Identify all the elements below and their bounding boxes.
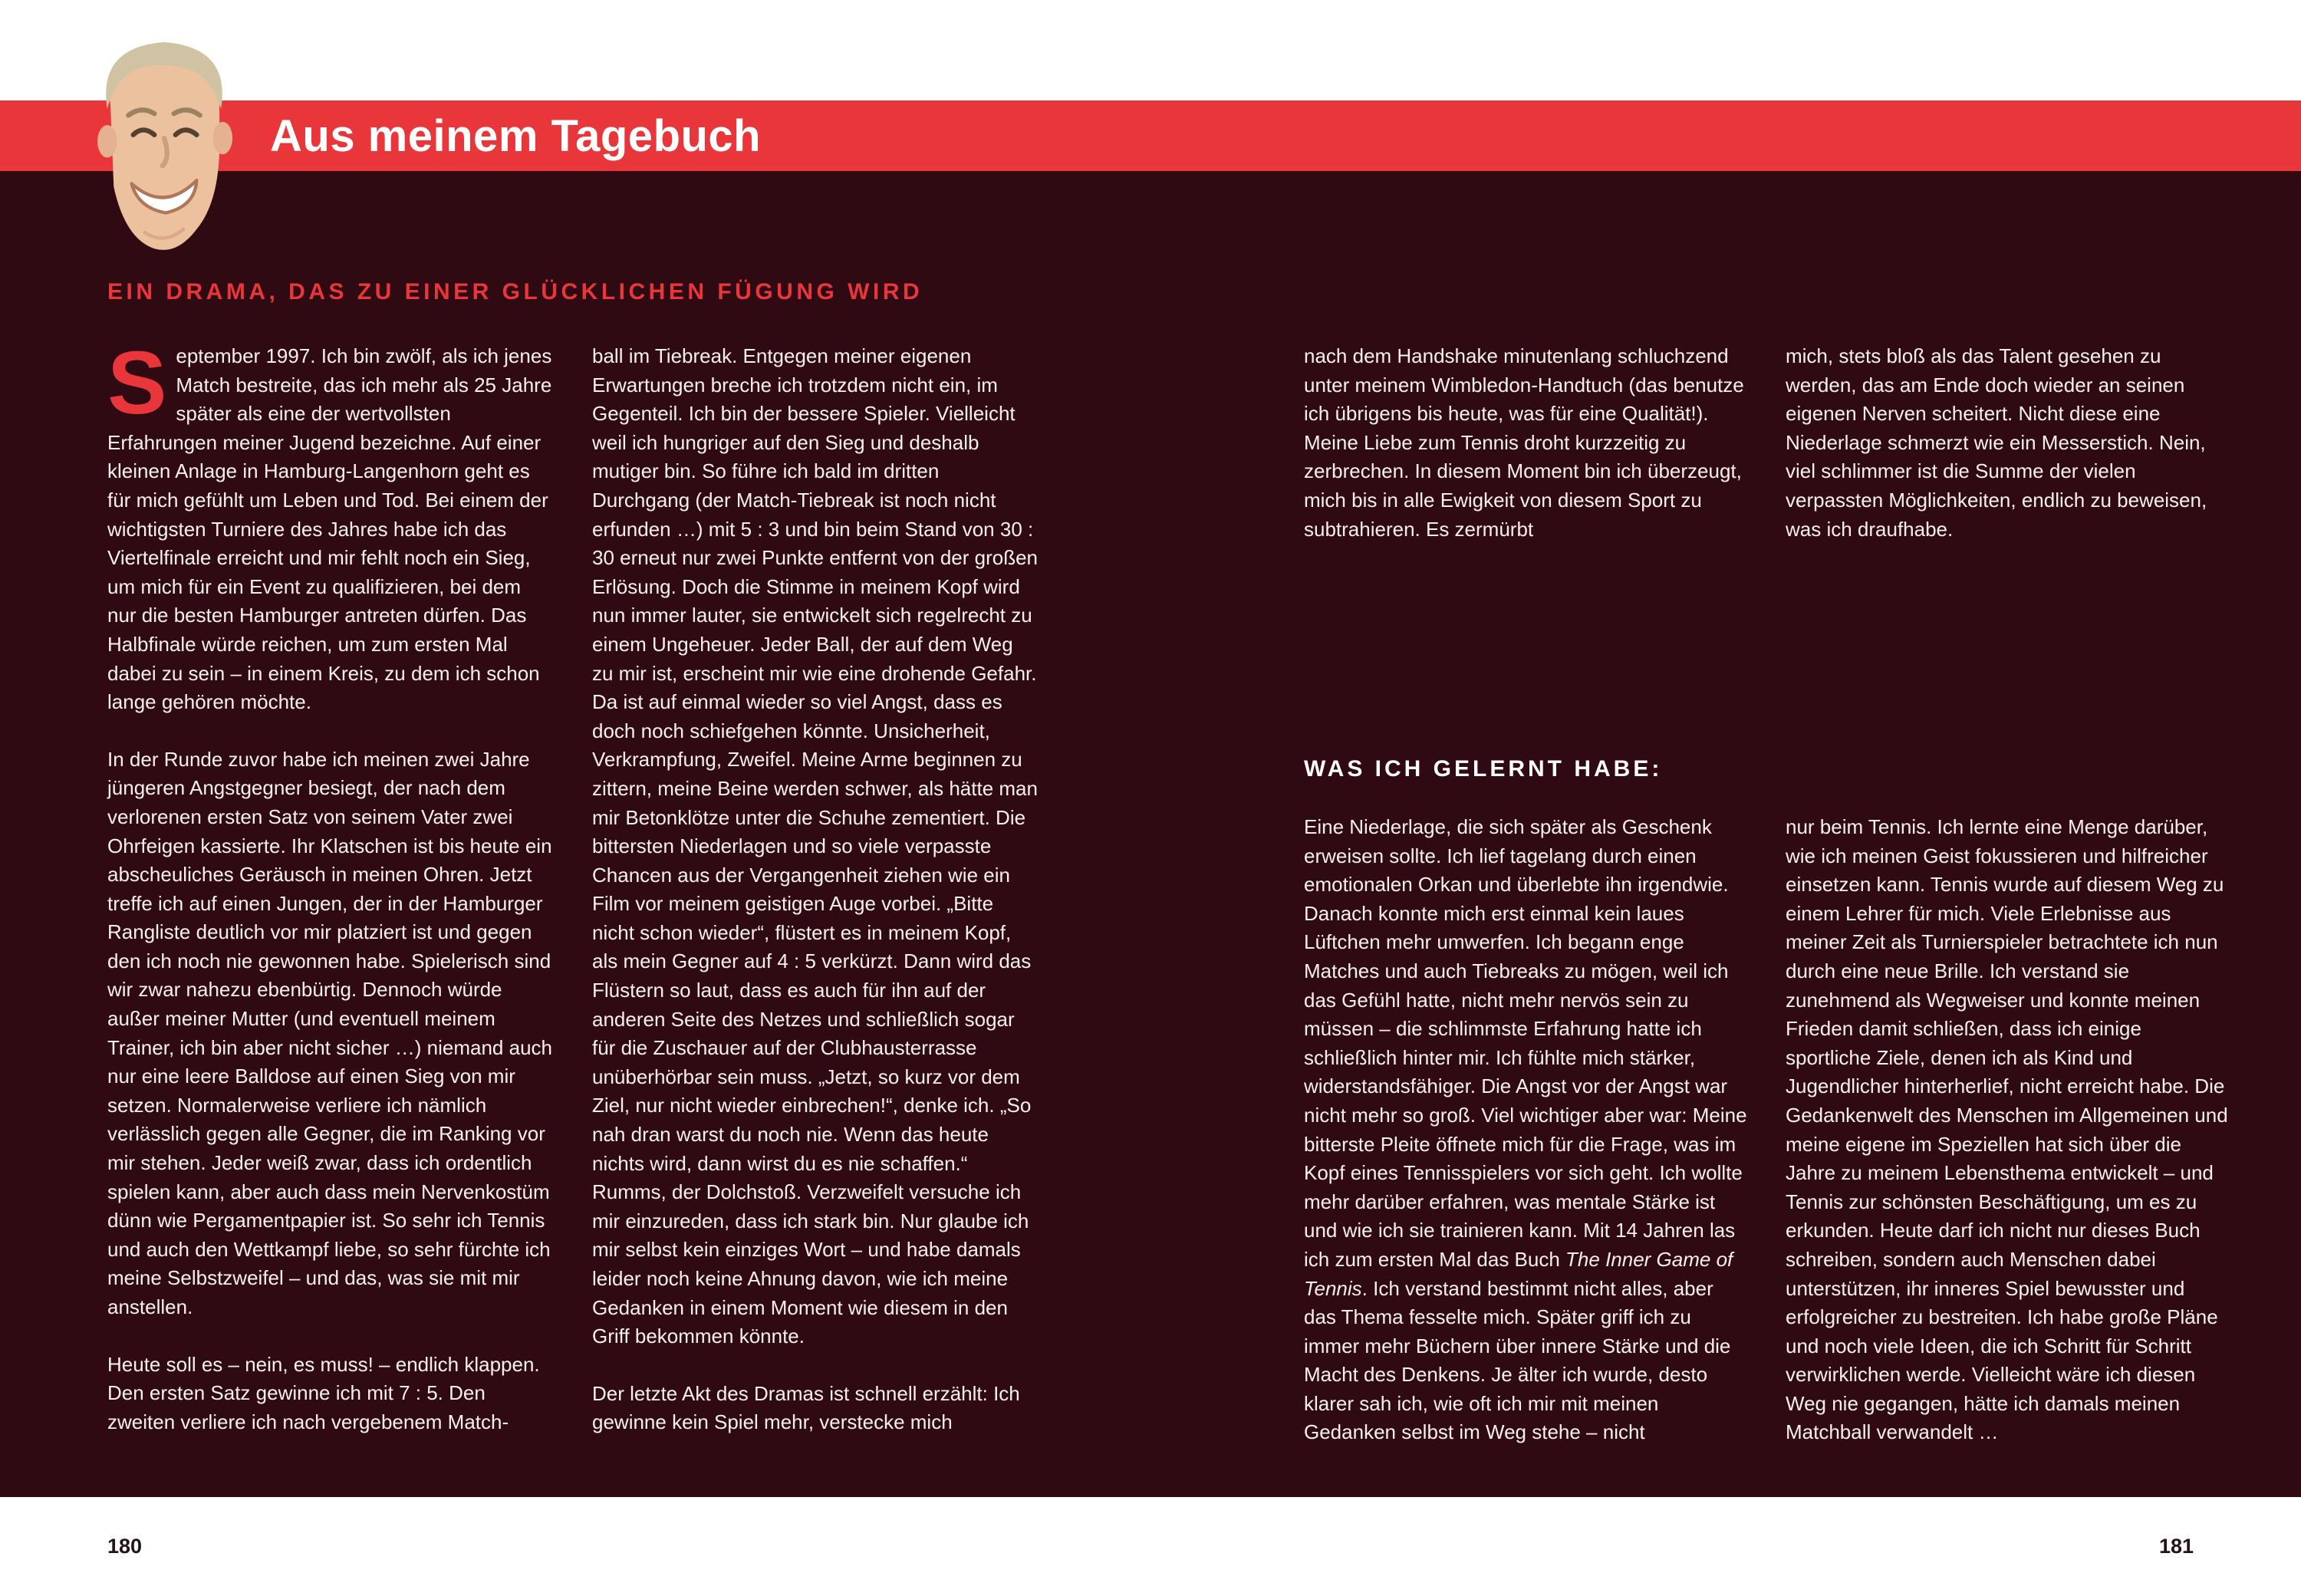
title-banner — [0, 100, 2301, 171]
paragraph: nach dem Handshake minutenlang schluchzend unter meinem Wimbledon-Handtuch (das benutze ich übrigens bis heute, was für eine Qualität!). Meine Liebe zum Tennis droht kurzzeitig zu zerbrechen. In diesem Moment bin ich überzeugt, mich bis in alle Ewigkeit von diesem Sport zu subtrahieren. Es zermürbt — [1304, 344, 1744, 541]
text-column-2 — [592, 342, 1039, 1437]
paragraph: nur beim Tennis. Ich lernte eine Menge darüber, wie ich meinen Geist fokussieren und hilfreicher einsetzen kann. Tennis wurde auf diesem Weg zu einem Lehrer für mich. Viele Erlebnisse aus meiner Zeit als Turnierspieler betrachtete ich nun durch eine neue Brille. Ich verstand sie zunehmend als Wegweiser und konnte meinen Frieden damit schließen, dass ich einige sportliche Ziele, denen ich als Kind und Jugendlicher hinterherlief, nicht erreicht habe. Die Gedankenwelt des Menschen im Allgemeinen und meine eigene im Speziellen hat sich über die Jahre zu meinem Lebensthema entwickelt – und Tennis zur schönsten Beschäftigung, um es zu erkunden. Heute darf ich nicht nur dieses Buch schreiben, sondern auch Menschen dabei unterstützen, ihr inneres Spiel bewusster und erfolgreicher zu bestreiten. Ich habe große Pläne und noch viele Ideen, die ich Schritt für Schritt verwirklichen werde. Vielleicht wäre ich diesen Weg nie gegangen, hätte ich damals meinen Matchball verwandelt … — [1786, 815, 2228, 1444]
paragraph-text: eptember 1997. Ich bin zwölf, als ich jenes Match bestreite, das ich mehr als 25 Jahre später als eine der wertvollsten Erfahrungen meiner Jugend bezeichne. Auf einer kleinen Anlage in Hamburg-Langenhorn geht es für mich gefühlt um Leben und Tod. Bei einem der wichtigsten Turniere des Jahres habe ich das Viertelfinale erreicht und mir fehlt noch ein Sieg, um mich für ein Event zu qualifizieren, bei dem nur die besten Hamburger antreten dürfen. Das Halbfinale würde reichen, um zum ersten Mal dabei zu sein – in einem Kreis, zu dem ich schon lange gehören möchte. — [107, 344, 552, 714]
text-column-3-main — [1304, 813, 1750, 1447]
paragraph: ball im Tiebreak. Entgegen meiner eigenen Erwartungen breche ich trotzdem nicht ein, im Gegenteil. Ich bin der bessere Spieler. Vielleicht weil ich hungriger auf den Sieg und deshalb mutiger bin. So führe ich bald im dritten Durchgang (der Match-Tiebreak ist noch nicht erfunden …) mit 5 : 3 und bin beim Stand von 30 : 30 erneut nur zwei Punkte entfernt von der großen Erlösung. Doch die Stimme in meinem Kopf wird nun immer lauter, sie entwickelt sich regelrecht zu einem Ungeheuer. Jeder Ball, der auf dem Weg zu mir ist, erscheint mir wie eine drohende Gefahr. Da ist auf einmal wieder so viel Angst, dass es doch noch schiefgehen könnte. Unsicherheit, Verkrampfung, Zweifel. Meine Arme beginnen zu zittern, meine Beine werden schwer, als hätte man mir Betonklötze unter die Schuhe zementiert. Die bittersten Niederlagen und so viele verpasste Chancen aus der Vergangenheit ziehen wie ein Film vor meinem geistigen Auge vorbei. „Bitte nicht schon wieder“, flüstert es in meinem Kopf, als mein Gegner auf 4 : 5 verkürzt. Dann wird das Flüstern so laut, dass es auch für ihn auf der anderen Seite des Netzes und schließlich sogar für die Zuschauer auf der Clubhausterrasse unüberhörbar sein muss. „Jetzt, so kurz vor dem Ziel, nur nicht wieder einbrechen!“, denke ich. „So nah dran warst du noch nie. Wenn das heute nichts wird, dann wirst du es nie schaffen.“ Rumms, der Dolchstoß. Verzweifelt versuche ich mir einzureden, dass ich stark bin. Nur glaube ich mir selbst kein einziges Wort – und habe damals leider noch keine Ahnung davon, wie ich meine Gedanken in einem Moment wie diesem in den Griff bekommen könnte. — [592, 344, 1039, 1348]
page-number-left: 180 — [107, 1535, 143, 1558]
article-heading: EIN DRAMA, DAS ZU EINER GLÜCKLICHEN FÜGUNG WIRD — [107, 279, 923, 304]
text-column-4-main — [1786, 813, 2232, 1447]
text-column-4-top — [1786, 342, 2232, 544]
page-title: Aus meinem Tagebuch — [270, 110, 762, 161]
paragraph: mich, stets bloß als das Talent gesehen zu werden, das am Ende doch wieder an seinen eigenen Nerven scheitert. Nicht diese eine Niederlage schmerzt wie ein Messerstich. Nein, viel schlimmer ist die Summe der vielen verpassten Möglichkeiten, endlich zu beweisen, was ich draufhabe. — [1786, 344, 2207, 541]
paragraph: Der letzte Akt des Dramas ist schnell erzählt: Ich gewinne kein Spiel mehr, verstecke mich — [592, 1381, 1020, 1434]
paragraph: Eine Niederlage, die sich später als Geschenk erweisen sollte. Ich lief tagelang durch einen emotionalen Orkan und überlebte ihn irgendwie. Danach konnte mich erst einmal kein laues Lüftchen mehr umwerfen. Ich begann enge Matches und auch Tiebreaks zu mögen, weil ich das Gefühl hatte, nicht mehr nervös sein zu müssen – die schlimmste Erfahrung hatte ich schließlich hinter mir. Ich fühlte mich stärker, widerstandsfähiger. Die Angst vor der Angst war nicht mehr so groß. Viel wichtiger aber war: Meine bitterste Pleite öffnete mich für die Frage, was im Kopf eines Tennisspielers vor sich geht. Ich wollte mehr darüber erfahren, was mentale Stärke ist und wie ich sie trainieren kann. Mit 14 Jahren las ich zum ersten Mal das Buch The Inner Game of Tennis. Ich verstand bestimmt nicht alles, aber das Thema fesselte mich. Später griff ich zu immer mehr Büchern über innere Stärke und die Macht des Denkens. Je älter ich wurde, desto klarer sah ich, wie oft ich mir mit meinen Gedanken selbst im Weg stehe – nicht — [1304, 815, 1747, 1444]
smiling-man-portrait-icon — [83, 34, 245, 268]
page-number-right: 181 — [2158, 1535, 2194, 1558]
author-photo — [83, 34, 245, 268]
text-column-3-intro — [1304, 342, 1750, 544]
paragraph — [107, 333, 554, 717]
paragraph: Heute soll es – nein, es muss! – endlich klappen. Den ersten Satz gewinne ich mit 7 : 5. Den zweiten verliere ich nach vergebenem Match- — [107, 1352, 540, 1433]
page-footer — [0, 1497, 2301, 1596]
text-column-1 — [107, 333, 554, 1436]
paragraph: In der Runde zuvor habe ich meinen zwei Jahre jüngeren Angstgegner besiegt, der nach dem verlorenen ersten Satz von seinem Vater zwei Ohrfeigen kassierte. Ihr Klatschen ist bis heute ein abscheuliches Geräusch in meinen Ohren. Jetzt treffe ich auf einen Jungen, der in der Hamburger Rangliste deutlich vor mir platziert ist und gegen den ich noch nie gewonnen habe. Spielerisch sind wir zwar nahezu ebenbürtig. Dennoch würde außer meiner Mutter (und eventuell meinem Trainer, ich bin aber nicht sicher …) niemand auch nur eine leere Balldose auf einen Sieg von mir setzen. Normalerweise verliere ich nämlich verlässlich gegen alle Gegner, die im Ranking vor mir stehen. Jeder weiß zwar, dass ich ordentlich spielen kann, aber auch dass mein Nervenkostüm dünn wie Pergamentpapier ist. So sehr ich Tennis und auch den Wettkampf liebe, so sehr fürchte ich meine Selbstzweifel – und das, was sie mit mir anstellen. — [107, 747, 552, 1318]
drop-cap: S — [107, 333, 167, 433]
learned-section-heading: WAS ICH GELERNT HABE: — [1304, 756, 1663, 782]
